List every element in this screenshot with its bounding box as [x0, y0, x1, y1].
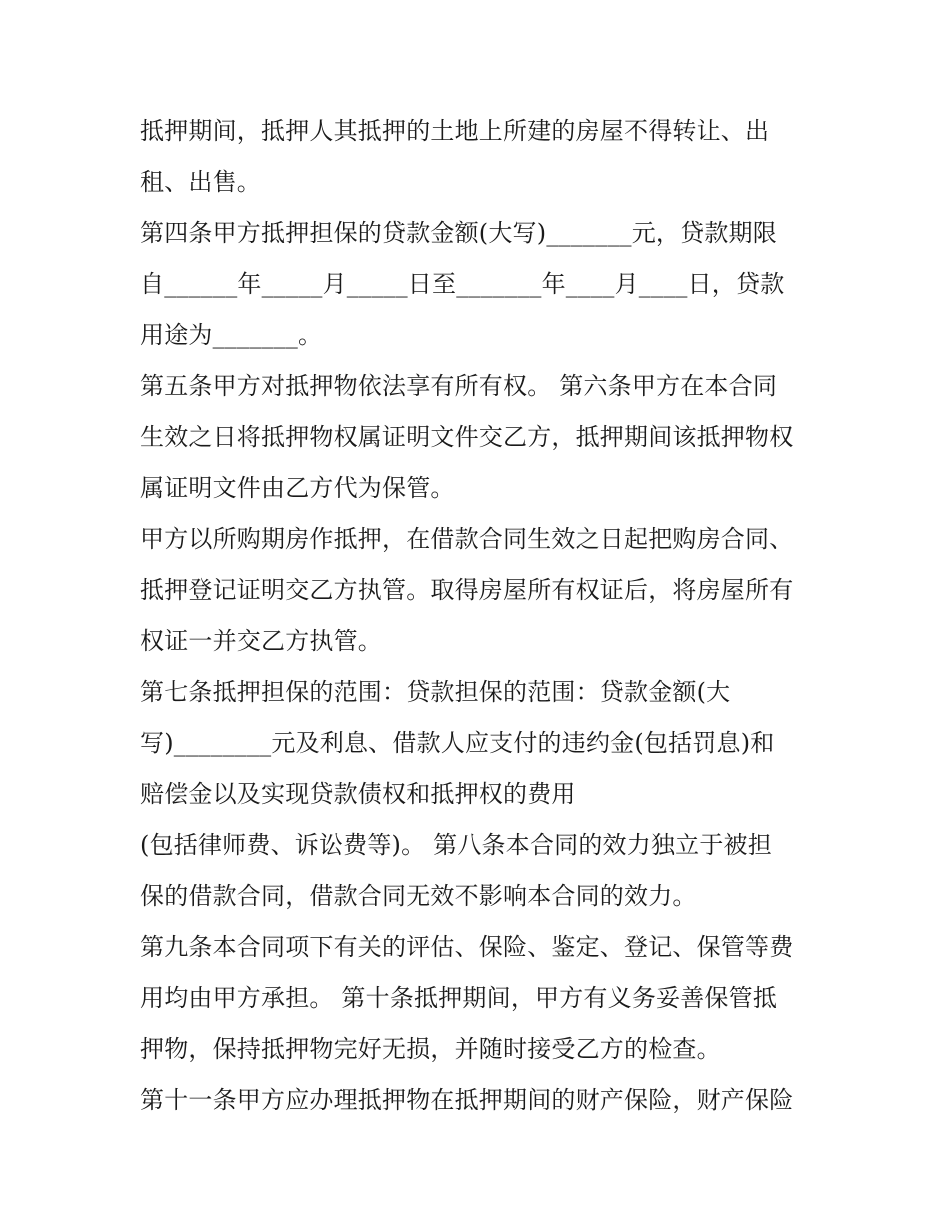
text-line: 租、出售。	[140, 168, 261, 196]
text-line: 权证一并交乙方执管。	[140, 627, 382, 655]
document-body	[140, 106, 820, 1126]
text-line: 第七条抵押担保的范围：贷款担保的范围：贷款金额(大	[140, 678, 731, 706]
text-line: 甲方以所购期房作抵押，在借款合同生效之日起把购房合同、	[140, 525, 794, 553]
text-line: 抵押登记证明交乙方执管。取得房屋所有权证后，将房屋所有	[140, 576, 794, 604]
text-line: 押物，保持抵押物完好无损，并随时接受乙方的检查。	[140, 1035, 721, 1063]
text-line: 赔偿金以及实现贷款债权和抵押权的费用	[140, 780, 576, 808]
text-line: 自______年_____月_____日至_______年____月____日，贷款	[140, 270, 785, 298]
text-line: 第五条甲方对抵押物依法享有所有权。 第六条甲方在本合同	[140, 372, 778, 400]
text-line: 属证明文件由乙方代为保管。	[140, 474, 455, 502]
text-line: 写)________元及利息、借款人应支付的违约金(包括罚息)和	[140, 729, 775, 757]
text-line: 抵押期间，抵押人其抵押的土地上所建的房屋不得转让、出	[140, 117, 770, 145]
text-line: 用均由甲方承担。 第十条抵押期间，甲方有义务妥善保管抵	[140, 984, 778, 1012]
text-line: 生效之日将抵押物权属证明文件交乙方，抵押期间该抵押物权	[140, 423, 794, 451]
text-line: 保的借款合同，借款合同无效不影响本合同的效力。	[140, 882, 697, 910]
text-line: 用途为_______。	[140, 321, 323, 349]
text-line: 第十一条甲方应办理抵押物在抵押期间的财产保险，财产保险	[140, 1086, 794, 1114]
text-line: 第九条本合同项下有关的评估、保险、鉴定、登记、保管等费	[140, 933, 794, 961]
text-line: (包括律师费、诉讼费等)。 第八条本合同的效力独立于被担	[140, 831, 772, 859]
text-line: 第四条甲方抵押担保的贷款金额(大写)_______元，贷款期限	[140, 219, 777, 247]
